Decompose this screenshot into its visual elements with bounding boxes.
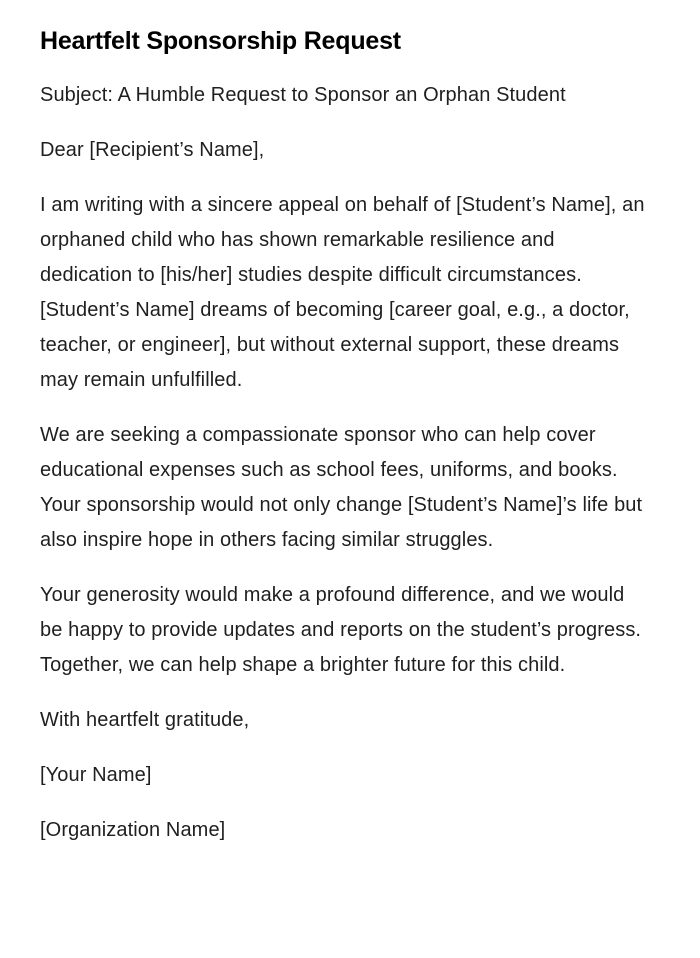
body-paragraph: I am writing with a sincere appeal on behalf of [Student’s Name], an orphaned child who has shown remarkable resilience and dedication to [his/her] studies despite difficult circumstances. [Student’s Name] dreams of becoming [career goal, e.g., a doctor, teacher, or engineer], but without external support, these dreams may remain unfulfilled.	[40, 194, 645, 391]
page-title: Heartfelt Sponsorship Request	[40, 27, 401, 55]
signature-organization: [Organization Name]	[40, 819, 226, 841]
body-paragraph: We are seeking a compassionate sponsor who can help cover educational expenses such as school fees, uniforms, and books. Your sponsorship would not only change [Student’s Name]’s life but also inspire hope in others facing similar struggles.	[40, 424, 643, 551]
signature-name: [Your Name]	[40, 764, 152, 786]
salutation: Dear [Recipient’s Name],	[40, 139, 265, 161]
closing-line: With heartfelt gratitude,	[40, 709, 250, 731]
subject-line: Subject: A Humble Request to Sponsor an Orphan Student	[40, 84, 566, 106]
body-paragraph: Your generosity would make a profound difference, and we would be happy to provide updates and reports on the student’s progress. Together, we can help shape a brighter future for this child.	[40, 584, 642, 676]
